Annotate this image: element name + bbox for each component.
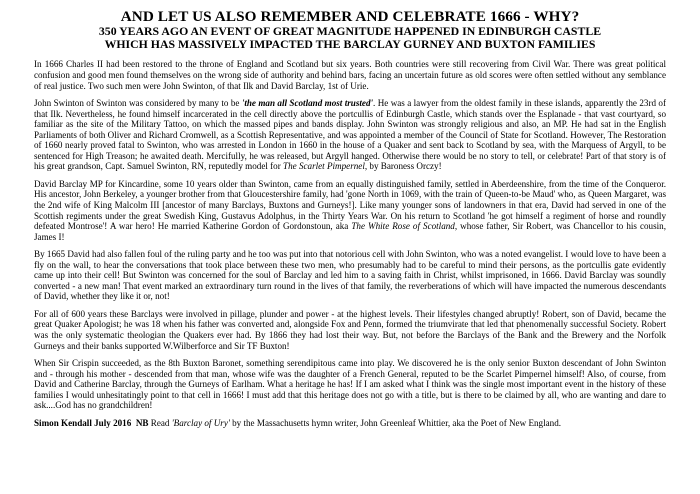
text-run: , whose father, Sir Robert, was Chancellor to his cousin, James I!: [34, 221, 666, 242]
signature: Simon Kendall July 2016: [34, 417, 132, 428]
paragraph-1665-cell: By 1665 David had also fallen foul of the ruling party and he too was put into that notorious cell with John Swinton, who was a noted evangelist. I would love to have been a fly on the wall, to hear the conversations that took place between these two men, who presumably had to be careful to mind their persons, as the portcullis gate evidently came up into their cell! But Swinton was concerned for the soul of Barclay and led him to a saving faith in Christ, whilst imprisoned, in 1666. David Barclay was soundly converted - a new man! That event marked an extraordinary turn round in the lives of that family, the reverberations of which will have impacted the numerous descendants of David, whether they like it or, not!: [34, 249, 666, 302]
paragraph-barclay: [34, 179, 666, 242]
paragraph-swinton: [34, 98, 666, 172]
epithet-title: The White Rose of Scotland: [351, 221, 455, 232]
paragraph-intro: In 1666 Charles II had been restored to the throne of England and Scotland but six years. Both countries were still recovering from Civil War. There was great political confusion and good men found themselves on the wrong side of authority and behind bars, facing an uncertain future as old scores were often settled without any semblance of real justice. Two such men were John Swinton, of that Ilk and David Barclay, 1st of Urie.: [34, 59, 666, 91]
paragraph-sir-crispin: When Sir Crispin succeeded, as the 8th Buxton Baronet, something serendipitous came into play. We discovered he is the only senior Buxton descendant of John Swinton and - through his mother - descended from that man, whose wife was the daughter of a French General, reputed to be the Scarlet Pimpernel himself! Also, of course, from David and Catherine Barclay, through the Gurneys of Earlham. What a heritage he has! If I am asked what I think was the single most important event in the history of these families I would unhesitatingly point to that cell in 1666! I must add that this heritage does not go with a title, but is there to be claimed by all, who are wanting and dare to ask....God has no grandchildren!: [34, 358, 666, 411]
text-run: by the Massachusetts hymn writer, John Greenleaf Whittier, aka the Poet of New England.: [229, 417, 562, 428]
subtitle-line-2: WHICH HAS MASSIVELY IMPACTED THE BARCLAY GURNEY AND BUXTON FAMILIES: [104, 37, 596, 52]
text-run: . He was a lawyer from the oldest family in these islands, apparently the 23rd of that Ilk. Nevertheless, he found himself incarcerated in the cell directly above the portcullis of Edinburgh Castle, which stands over the Esplanade - that vast courtyard, so familiar as the site of the Military Tattoo, on which the massed pipes and bands display. John Swinton was strongly religious and also, an MP. He had sat in the English Parliaments of both Oliver and Richard Cromwell, as a Scottish Representative, and was appointed a member of the Council of State for Scotland. However, The Restoration of 1660 nearly proved fatal to Swinton, who was arrested in London in 1660 in the house of a Quaker and sent back to Scotland by sea, with the Marquess of Argyll, to be sentenced for High Treason; he awaited death. Mercifully, he was released, but Argyll hanged. Otherwise there would be no story to tell, or celebrate! Part of that story is of his great grandson, Capt. Samuel Swinton, RN, reputedly model for: [34, 98, 666, 172]
nb-label: NB: [135, 417, 149, 428]
text-run: David Barclay MP for Kincardine, some 10 years older than Swinton, came from an equally distinguished family, settled in Aberdeenshire, from the time of the Conqueror. His ancestor, John Berkeley, a younger brother from that Gloucestershire family, had 'gone North in 1069, with the train of Queen-to-be Maud' who, as Queen Margaret, was the 2nd wife of King Malcolm III [ancestor of many Barclays, Buxtons and Gurneys!]. Like many younger sons of landowners in that era, David had served in one of the Scottish regiments under the great Swedish King, Gustavus Adolphus, in the Thirty Years War. On his return to Scotland 'he got himself a regiment of horse and roundly defeated Montrose'! A war hero! He married Katherine Gordon of Gordonstoun, aka: [34, 178, 666, 232]
paragraph-600-years: For all of 600 years these Barclays were involved in pillage, plunder and power - at the highest levels. Their lifestyles changed abruptly! Robert, son of David, became the great Quaker Apologist; he was 18 when his father was converted and, alongside Fox and Penn, formed the triumvirate that led that phenomenally successful Society. Robert was the only systematic theologian the Quakers ever had. By 1866 they had lost their way. But, not before the Barclays of the Bank and the Brewery and the Norfolk Gurneys and their banks supported W.Wilberforce and Sir TF Buxton!: [34, 308, 666, 351]
text-run: , by Baroness Orczy!: [364, 161, 442, 172]
subtitle-line-1: 350 YEARS AGO AN EVENT OF GREAT MAGNITUDE HAPPENED IN EDINBURGH CASTLE: [98, 24, 602, 38]
text-run: Read: [150, 417, 172, 428]
poem-title: 'Barclay of Ury': [171, 417, 230, 428]
document-heading: [34, 8, 666, 51]
text-run: John Swinton of Swinton was considered by many to be: [34, 98, 242, 109]
book-title: The Scarlet Pimpernel: [283, 161, 365, 172]
footer-note: [34, 418, 666, 429]
quote-emphasis: 'the man all Scotland most trusted': [241, 98, 374, 109]
main-title: AND LET US ALSO REMEMBER AND CELEBRATE 1666 - WHY?: [120, 8, 580, 25]
